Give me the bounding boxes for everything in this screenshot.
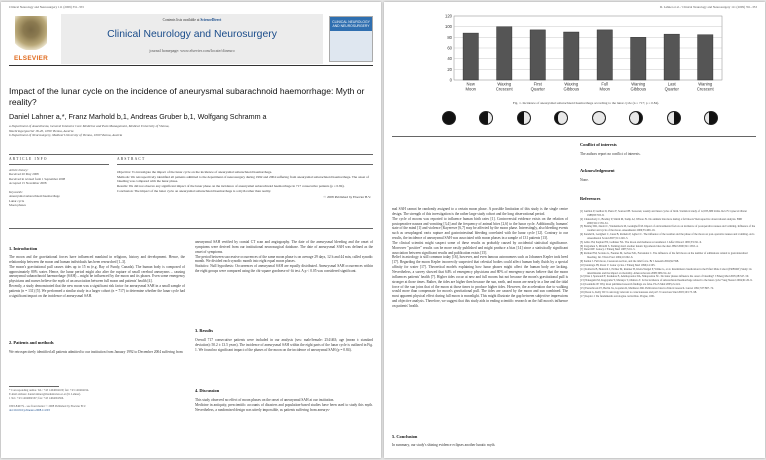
bar	[497, 27, 512, 80]
section-heading-conclusion: 5. Conclusion	[392, 434, 418, 439]
bar	[530, 30, 545, 80]
discussion-text	[195, 398, 373, 413]
history-accepted: Accepted 15 November 2008	[9, 180, 47, 185]
abstract-conclusion: Conclusion: The impact of the lunar cycle on aneurysmal subarachnoid haemorrhage is a myth rather than reality.	[117, 188, 272, 193]
reference-item[interactable]: [13] Nakagami M, Kageyama Y, Matsuya T, Ohmoto T. Is the incidence of subarachnoid haemorrhage related to the lunar cycle? Surg Neurol 2004;61:26–9.	[580, 279, 753, 283]
methods-continued-text	[195, 240, 373, 274]
paragraph: aneurysmal SAH verified by cranial CT scan and angiography. The date of the aneurysmal bleeding and the onset of symptoms were derived from our institutional neurosurgical database. The date of aneurysmal SAH was defined as the onset of symptoms.	[195, 240, 373, 254]
first-quarter-moon-icon	[517, 111, 531, 125]
figure-caption: Fig. 1. Incidence of aneurysmal subarachnoid haemorrhage according to the lunar cycle (n = 717; p = 0.84).	[512, 101, 660, 105]
reference-item[interactable]: [12] Ilias I, Spanoudi F, Koukkou E, Adamopoulos DA, Nikopoulou SC. Do lunar phases influence the onset of bleeding? J Emerg Med 2005;28:347–50.	[580, 275, 749, 279]
paragraph: The cycle of moons was reported to influence human birth rates [1]. Controversial evidence exists on the relation of postoperative nausea and vomiting [3,4] and the frequency of animal bites [2,6] to the lunar cycle. Additionally, humans' state of the mind [1] and violence [Kayerewe [6,7] may be affected by the moon phase. Interestingly, also bleeding events such as oesophageal varix rupture and gastrointestinal bleeding correlated with the lunar cycle [12]. Contrary to our results, the incidence of aneurysmal SAH was associated with moon phases in a sample of 131 patients [13].	[392, 216, 568, 241]
paragraph: This study observed no effect of moon phases on the onset of aneurysmal SAH at our institution.	[195, 398, 335, 402]
keyword: Lunar cycle	[9, 198, 25, 203]
y-tick-label: 60	[447, 45, 452, 51]
paragraph: The moon's gravitational pull causes tides up to 15 m (e.g. Bay of Fundy, Canada). The human body is composed of approximately 80% water. Hence, the lunar period might also alter the rupture of small cerebral aneurysms – causing aneurysmal subarachnoid haemorrhage (SAH) – might be influenced by the moon and its phases. Even some emergency physicians and nurses believe the myth of an association between full moon and patients' health [4].	[9, 264, 185, 284]
footnote: 1 Tel.: +43 1404004567; fax: +43 1404004566.	[9, 395, 64, 400]
paragraph: Statistics: Null hypothesis: Occurrences of aneurysmal SAH are equally distributed. Aneurysmal SAH occurrences within the eight groups were compared using the chi-square goodness-of-fit test. A p < 0.05 was considered significant.	[195, 264, 373, 274]
section-heading-acknowledgement: Acknowledgement	[580, 168, 615, 173]
reference-item[interactable]: [1] Guillon P, Guillon D, Pierre F, Soutoul JH. Seasonal, weekly and lunar cycles of birth. Statistical study of 12,035,680 births. Rev Fr Gynecol Obstet 1988;83:703–8.	[580, 210, 747, 217]
elsevier-logo[interactable]	[9, 16, 53, 62]
reference-item[interactable]: [16] Dean G, Kelly IW. Is astrology relevant to consciousness and psi? J Conscious Stud 2003;10:175–98.	[580, 290, 697, 294]
paragraph: Belief in astrology is still common today [16], however, and even famous astronomers such as Johannes Kepler took heed [17]. Regarding the moon Kepler incorrectly suspected that celestial bodies could affect human body fluids by a special affinity for water [17]. Theoretical models explaining how lunar phases might affect the human body are lacking. Nevertheless, a survey showed that 64% of emergency physicians and 80% of emergency nurses believe that the moon influences patients' health [7]. Higher tides occur at new and full moons but not because the moon's gravitational pull is stronger at those times. Rather, the tides are higher then because the sun, earth, and moon are nearly in a line and the tidal force of the sun joins that of the moon at those times to produce higher tides. However, the acceleration due to walking would more than compensate for moon's gravitational pull. The tides are caused by the moon and sun combined. The most apparent physical effect during full moon is moonlight. This might illustrate the gap between subjective impressions and objective analysis. Therefore, we suggest that this study aids in ending scientific research on the full moon's influence on patients' health.	[392, 255, 568, 308]
reference-item[interactable]: [10] Jennings JH, Rossi V. Lunar cycles. J Emerg Med 1996;14:105.	[580, 263, 656, 267]
journal-header	[9, 14, 373, 66]
intro-text	[9, 255, 185, 299]
divider	[9, 164, 109, 165]
paragraph: The moon and the gravitational forces have influenced mankind in religions, history and development. Hence, the relationship between the moon and human individuals has been researched [1–3].	[9, 255, 185, 264]
running-head-authors: D. Lahner et al. / Clinical Neurology and Neurosurgery 111 (2009) 351–353	[659, 5, 757, 9]
reference-item[interactable]: [9] Kamat J. Full moon, Caesarean section, and the tidal force. Br J Anaesth 2004;92:598.	[580, 259, 679, 263]
y-tick-label: 100	[445, 24, 452, 30]
abstract-methods: Methods: We retrospectively identified all patients admitted to the department of neurosurgery during 1992 and 2004 suffering from aneurysmal subarachnoid haemorrhage. The onset of bleeding was compared with the lunar phase.	[117, 174, 369, 184]
reference-list	[580, 210, 758, 298]
cover-title: CLINICAL NEUROLOGY AND NEUROSURGERY	[332, 20, 370, 28]
reference-item[interactable]: [14] Ioannidis JP. Why most published research findings are false. PLoS Med 2005;2:e124.	[580, 283, 681, 287]
paragraph: The clinical scientist might suspect some of these results as probably caused by accidental statistical significance. Moreover "positive" results can be more easily published and might produce a bias [14] since a statistically significant association between significant results and publication exists [15].	[392, 240, 568, 255]
sciencedirect-link[interactable]: ScienceDirect	[200, 18, 222, 22]
x-tick-label: Waning Crescent	[696, 81, 714, 92]
reference-item[interactable]: [15] Easterbrook PJ, Berlin JA, Gopalan R, Matthews DR. Publication bias in clinical research. Lancet 1991;337:867–72.	[580, 286, 714, 290]
section-heading-references: References	[580, 196, 601, 201]
right-page	[384, 2, 765, 458]
paragraph: Recently, a study demonstrated that the new moon was a significant risk factor for aneurysmal SAH in a small sample of patients (n = 131) [5]. We performed a similar study in a larger cohort (n = 717) to determine whether the lunar cycle had a significant impact on the incidence of aneurysmal SAH.	[9, 284, 185, 298]
new-moon-icon	[442, 111, 456, 125]
elsevier-tree-icon	[15, 16, 47, 50]
conclusion-text: In summary, our study's shining evidence eclipses another lunatic myth.	[392, 443, 496, 447]
divider	[9, 228, 373, 229]
footnote: E-mail address: daniel.lahner@meduniwien.ac.at (D. Lahner).	[9, 391, 81, 396]
keywords	[9, 190, 109, 207]
acknowledgement-text: None.	[580, 178, 589, 182]
reference-item[interactable]: [5] Arliss JM, Kaplan EN, Galinker NL. The moon and madness reconsidered. J Affect Disord 1995;33:191–9.	[580, 240, 702, 244]
y-tick-label: 40	[447, 56, 452, 62]
keyword: Moon phases	[9, 202, 26, 207]
article-info-heading: ARTICLE INFO	[9, 157, 48, 161]
contents-line: Contents lists available at ScienceDirect	[162, 18, 222, 22]
paragraph: Medicine in antiquity, prescientific accounts of disasters and population-based studies have been used to study this myth. Nevertheless, a randomised design was utterly impossible, as patients suffering from aneurys-	[195, 402, 373, 412]
abstract-objective: Objective: To investigate the impact of the lunar cycle on the incidence of aneurysmal subarachnoid haemorrhage.	[117, 170, 273, 174]
moon-phase-strip	[432, 111, 728, 127]
waning-gibbous-moon-icon	[629, 111, 643, 125]
left-page	[1, 2, 381, 458]
history-label: Article history:	[9, 168, 29, 172]
doi-link[interactable]: doi:10.1016/j.clineuro.2008.11.003	[9, 408, 50, 412]
divider	[9, 154, 373, 155]
paragraph: The period between successive occurrences of the same moon phase is on average 29 days, 12 h and 44 min, called synodic month. We divided each synodic month into eight equal moon phases.	[195, 254, 373, 264]
last-quarter-moon-icon	[667, 111, 681, 125]
full-moon-icon	[592, 111, 606, 125]
waning-crescent-moon-icon	[704, 111, 718, 125]
publisher-name: ELSEVIER	[13, 55, 48, 62]
section-heading-methods: 2. Patients and methods	[9, 340, 54, 345]
paragraph: mal SAH cannot be randomly assigned to a certain moon phase. A possible limitation of this study is the single centre design. The strength of this investigation is the rather large study cohort and the long observational period.	[392, 207, 568, 216]
bar	[463, 33, 478, 80]
footnote: * Corresponding author. Tel.: +43 1404004100; fax: +43 140404194.	[9, 388, 90, 392]
conflict-text: The authors report no conflict of interests.	[580, 152, 641, 156]
waxing-crescent-moon-icon	[479, 111, 493, 125]
reference-item[interactable]: [7] Danzl DF. Lunacy. J Emerg Med 1987;5:91–5.	[580, 248, 636, 252]
keywords-label: Keywords:	[9, 190, 23, 194]
reference-item[interactable]: [8] Roman EM, Soriano G, Fuentes M, Galvez ML, Fernandez C. The influence of the full moon on the number of admissions related to gastrointestinal bleeding. Int J Nurs Pract 2004;10:292–6.	[580, 252, 748, 260]
discussion-continued-text	[392, 207, 568, 309]
footnote-rule	[9, 386, 59, 387]
results-text: Overall 717 consecutive patients were included in our analysis (sex: male/female: 254/463; age (mean ± standard deviation): 50.2 ± 13.5 years). The incidence of aneurysmal SAH within the eight parts of the lunar cycle is outlined in Fig. 1. We found no significant impact of the phases of the moon on the incidence of aneurysmal SAH (p = 0.84).	[195, 338, 373, 352]
x-tick-label: Full Moon	[599, 81, 610, 92]
figure-1-chart	[432, 12, 728, 96]
abstract-body	[117, 170, 371, 199]
bar	[664, 34, 679, 80]
article-history	[9, 168, 109, 185]
divider	[117, 164, 373, 165]
journal-cover-thumbnail	[329, 16, 373, 62]
bar	[631, 37, 646, 80]
x-tick-label: Waxing Crescent	[495, 81, 513, 92]
reference-item[interactable]: [6] Zargomen S, Mirtelli S. Stalking mad: another lunatic hypothesis bites the dust. BMJ 2000;321:1563–4.	[580, 244, 699, 248]
bar	[564, 32, 579, 80]
history-revised: Received in revised form 1 September 2008	[9, 176, 66, 181]
journal-title: Clinical Neurology and Neurosurgery	[107, 29, 277, 40]
x-tick-label: Last Quarter	[664, 81, 679, 92]
keyword: Aneurysmal subarachnoid haemorrhage	[9, 194, 60, 199]
issn-line: 0303-8467/$ – see front matter © 2008 Published by Elsevier B.V.	[9, 404, 86, 408]
reference-item[interactable]: [3] Bentley DR, Jakobi C, Wiedenbeck M, Gesinghoff M. Impact of environmental factors on incidence of postoperative nausea and vomiting. Influence of the weather and cycle of the moon. Anaesthesist 2006;55:409–16.	[580, 225, 756, 233]
bar	[597, 30, 612, 80]
article-title: Impact of the lunar cycle on the incidence of aneurysmal subarachnoid haemorrhage: Myth or reality?	[9, 86, 365, 107]
abstract-results: Results: We did not observe any significant impact of the lunar phase on the incidence of aneurysmal subarachnoid haemorrhage in 717 consecutive patients (p = 0.84).	[117, 184, 345, 189]
section-heading-introduction: 1. Introduction	[9, 246, 38, 251]
x-tick-label: New Moon	[465, 81, 476, 92]
bar-chart	[432, 12, 728, 96]
y-tick-label: 80	[447, 34, 452, 40]
journal-banner	[61, 14, 323, 64]
abstract-copyright: © 2008 Published by Elsevier B.V.	[323, 194, 371, 199]
affiliation-2: b Department of Neurosurgery, Medical University of Vienna, 1090 Vienna, Austria	[9, 133, 123, 137]
affiliation-1-address: Waehringerguertel 18-20, 1090 Vienna, Austria	[9, 128, 74, 133]
running-head-left	[9, 5, 373, 12]
y-tick-label: 20	[447, 66, 452, 72]
journal-homepage-link[interactable]: journal homepage: www.elsevier.com/locate/clineuro	[149, 48, 235, 53]
affiliation-1: a Department of Anaesthesia, General Intensive Care Medicine and Pain Management, Medical University of Vienna,	[9, 124, 170, 128]
reference-item[interactable]: [2] Chakraborty C, Bradley P, Smith M, Sudip AJ, Wilson JS. Do animals bite more during a full moon? Retrospective observational analysis. BMJ 2000;321:1559–61.	[580, 217, 743, 225]
y-tick-label: 120	[445, 13, 452, 19]
reference-item[interactable]: [17] Kepler J. De fundamentis astrologiae certioribus. Prague, 1601.	[580, 294, 656, 298]
x-tick-label: Waxing Gibbous	[563, 81, 580, 92]
reference-item[interactable]: [4] Kendel R, Gerighert C, Jauss B, Romein P, Agha CC. The influence of the weather and the phase of the moon on post-operative nausea and vomiting. Acta Anaesthesiol Scand 2007;51:1220–3.	[580, 233, 755, 240]
waxing-gibbous-moon-icon	[554, 111, 568, 125]
running-head-right	[392, 5, 757, 12]
section-heading-discussion: 4. Discussion	[195, 388, 220, 393]
reference-item[interactable]: [11] Kollerits B, Heinrich J, Pichler M, Rantner B, Klein-Weigel P, Wölke G, et al. Intermittent claudication in the Erfurt Male Cohort (ERFORT) Study: its determinants and the impact on mortality. Atherosclerosis 2008;198:214–22.	[580, 267, 752, 275]
history-received: Received 20 May 2008	[9, 172, 39, 177]
methods-text: We retrospectively identified all patients admitted to our institution from January 1992 to December 2004 suffering from	[9, 350, 183, 354]
footnotes	[9, 389, 185, 400]
x-tick-label: First Quarter	[530, 81, 545, 92]
section-heading-conflict: Conflict of interests	[580, 142, 617, 147]
y-tick-label: 0	[449, 77, 452, 83]
divider	[392, 136, 756, 137]
bar	[698, 35, 713, 80]
running-head-journal: Clinical Neurology and Neurosurgery 111 (2009) 351–353	[9, 5, 84, 9]
x-tick-label: Waning Gibbous	[630, 81, 647, 92]
author-list: Daniel Lahner a,*, Franz Marhold b,1, Andreas Gruber b,1, Wolfgang Schramm a	[9, 112, 267, 121]
abstract-heading: ABSTRACT	[117, 157, 146, 161]
section-heading-results: 3. Results	[195, 328, 214, 333]
